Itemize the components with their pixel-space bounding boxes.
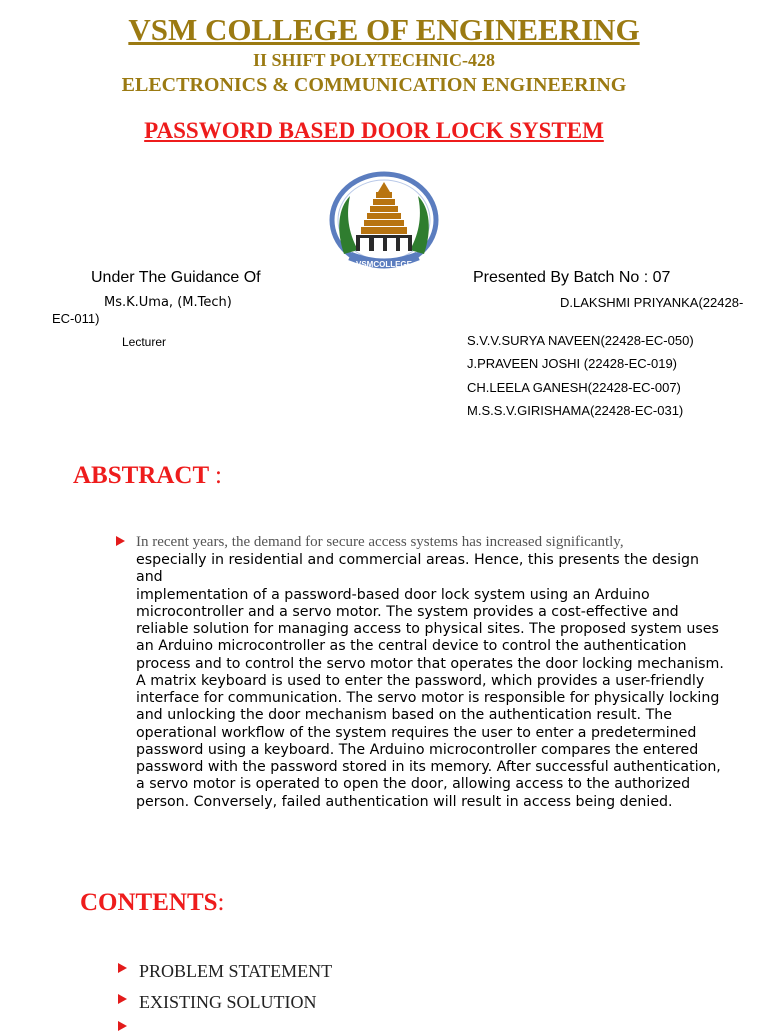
guide-designation: Lecturer <box>122 335 167 349</box>
abstract-heading-text: ABSTRACT <box>73 462 209 489</box>
department-subtitle: ELECTRONICS & COMMUNICATION ENGINEERING <box>121 74 627 96</box>
guidance-heading: Under The Guidance Of <box>91 269 261 286</box>
team-member-4: CH.LEELA GANESH(22428-EC-007) <box>467 380 681 395</box>
guide-name: Ms.K.Uma, (M.Tech) <box>104 295 232 310</box>
bullet-arrow-icon <box>118 994 127 1004</box>
contents-heading-text: CONTENTS <box>80 889 218 916</box>
contents-item-existing-solution: EXISTING SOLUTION <box>139 992 317 1012</box>
abstract-heading <box>73 461 222 491</box>
abstract-heading-colon: : <box>214 462 222 489</box>
contents-heading <box>80 888 225 918</box>
svg-text:VSMCOLLEGE: VSMCOLLEGE <box>355 260 413 269</box>
team-member-2: S.V.V.SURYA NAVEEN(22428-EC-050) <box>467 333 694 348</box>
college-title: VSM COLLEGE OF ENGINEERING <box>128 12 640 47</box>
presented-by-heading: Presented By Batch No : 07 <box>473 269 671 286</box>
abstract-body: especially in residential and commercial areas. Hence, this presents the design and implementation of a password-based door lock system using an Arduino microcontroller and a servo motor. The system provides a cost-effective and reliable solution for managing access to physical sites. The proposed system uses an Arduino microcontroller as the central device to control the authentication process and to control the servo motor that operates the door locking mechanism. A matrix keyboard is used to enter the password, which provides a user-friendly interface for communication. The servo motor is responsible for physically locking and unlocking the door mechanism based on the authentication result. The operational workflow of the system requires the user to enter a predetermined password using a keyboard. The Arduino microcontroller compares the entered password with the password stored in its memory. After successful authentication, a servo motor is operated to open the door, allowing access to the authorized person. Conversely, failed authentication will result in access being denied. <box>136 552 724 810</box>
college-logo-icon <box>320 170 448 278</box>
bullet-arrow-icon <box>118 1021 127 1031</box>
team-member-1: D.LAKSHMI PRIYANKA(22428- <box>560 295 744 310</box>
project-title: PASSWORD BASED DOOR LOCK SYSTEM <box>144 118 604 143</box>
contents-heading-colon: : <box>217 889 225 916</box>
team-member-3: J.PRAVEEN JOSHI (22428-EC-019) <box>467 356 677 371</box>
shift-subtitle: II SHIFT POLYTECHNIC-428 <box>252 50 496 70</box>
bullet-arrow-icon <box>116 536 125 546</box>
team-member-1-continued: EC-011) <box>52 311 100 326</box>
contents-item-problem-statement: PROBLEM STATEMENT <box>139 961 333 981</box>
bullet-arrow-icon <box>118 963 127 973</box>
abstract-first-line: In recent years, the demand for secure access systems has increased significantly, <box>136 534 624 550</box>
team-member-5: M.S.S.V.GIRISHAMA(22428-EC-031) <box>467 403 684 418</box>
